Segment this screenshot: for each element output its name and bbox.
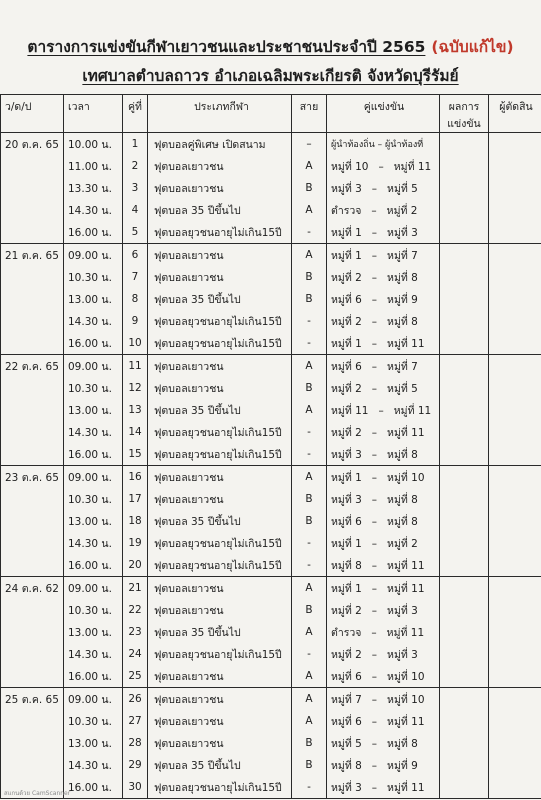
cell-time: 14.30 น. (64, 532, 123, 554)
cell-sport-type: ฟุตบอลเยาวชน (148, 266, 292, 288)
cell-referee (489, 776, 541, 799)
cell-referee (489, 554, 541, 577)
cell-referee (489, 643, 541, 665)
cell-match-no: 5 (123, 221, 148, 244)
cell-group: - (292, 554, 327, 577)
cell-date (1, 199, 64, 221)
cell-result (440, 688, 489, 711)
cell-match-no: 20 (123, 554, 148, 577)
cell-result (440, 621, 489, 643)
table-row (1, 133, 541, 156)
cell-match-no: 8 (123, 288, 148, 310)
subtitle-text: เทศบาลตำบลถาวร อำเภอเฉลิมพระเกียรติ จังหวัดบุรีรัมย์ (82, 67, 459, 85)
cell-match-no: 26 (123, 688, 148, 711)
cell-sport-type: ฟุตบอลเยาวชน (148, 355, 292, 378)
cell-match-no: 9 (123, 310, 148, 332)
cell-group: B (292, 754, 327, 776)
cell-referee (489, 332, 541, 355)
cell-sport-type: ฟุตบอลเยาวชน (148, 377, 292, 399)
cell-group: A (292, 665, 327, 688)
cell-match-no: 15 (123, 443, 148, 466)
table-row (1, 488, 541, 510)
cell-date (1, 754, 64, 776)
cell-result (440, 776, 489, 799)
document-title (0, 34, 541, 59)
table-row (1, 177, 541, 199)
cell-match-no: 23 (123, 621, 148, 643)
cell-group: A (292, 577, 327, 600)
cell-opponents: หมู่ที่ 1 – หมู่ที่ 11 (327, 332, 440, 355)
cell-time: 09.00 น. (64, 688, 123, 711)
cell-result (440, 554, 489, 577)
table-row (1, 443, 541, 466)
cell-result (440, 399, 489, 421)
cell-match-no: 12 (123, 377, 148, 399)
cell-match-no: 11 (123, 355, 148, 378)
cell-time: 13.30 น. (64, 177, 123, 199)
cell-date: 21 ต.ค. 65 (1, 244, 64, 267)
cell-match-no: 27 (123, 710, 148, 732)
cell-date (1, 532, 64, 554)
cell-group: B (292, 599, 327, 621)
col-header-scorer: ผู้ตัดสิน (489, 95, 541, 133)
table-row (1, 244, 541, 267)
cell-sport-type: ฟุตบอลเยาวชน (148, 688, 292, 711)
cell-opponents: หมู่ที่ 8 – หมู่ที่ 11 (327, 554, 440, 577)
cell-date (1, 288, 64, 310)
cell-sport-type: ฟุตบอลยุวชนอายุไม่เกิน15ปี (148, 221, 292, 244)
cell-date: 25 ต.ค. 65 (1, 688, 64, 711)
cell-sport-type: ฟุตบอลคู่พิเศษ เปิดสนาม (148, 133, 292, 156)
cell-match-no: 10 (123, 332, 148, 355)
cell-match-no: 28 (123, 732, 148, 754)
cell-result (440, 332, 489, 355)
cell-match-no: 22 (123, 599, 148, 621)
cell-date (1, 732, 64, 754)
cell-time: 16.00 น. (64, 776, 123, 799)
cell-time: 16.00 น. (64, 443, 123, 466)
cell-group: - (292, 332, 327, 355)
col-header-result-line1: ผลการ (448, 101, 480, 113)
cell-opponents: หมู่ที่ 5 – หมู่ที่ 8 (327, 732, 440, 754)
cell-date (1, 510, 64, 532)
cell-time: 10.30 น. (64, 710, 123, 732)
cell-match-no: 29 (123, 754, 148, 776)
table-row (1, 399, 541, 421)
cell-result (440, 710, 489, 732)
table-row (1, 577, 541, 600)
cell-match-no: 3 (123, 177, 148, 199)
cell-opponents: หมู่ที่ 1 – หมู่ที่ 11 (327, 577, 440, 600)
cell-sport-type: ฟุตบอล 35 ปีขึ้นไป (148, 399, 292, 421)
col-header-result (440, 95, 489, 133)
cell-opponents: หมู่ที่ 1 – หมู่ที่ 7 (327, 244, 440, 267)
cell-time: 14.30 น. (64, 754, 123, 776)
cell-opponents: หมู่ที่ 6 – หมู่ที่ 8 (327, 510, 440, 532)
cell-time: 13.00 น. (64, 621, 123, 643)
cell-date (1, 443, 64, 466)
cell-match-no: 13 (123, 399, 148, 421)
title-edit-note: (ฉบับแก้ไข) (431, 38, 514, 56)
cell-time: 14.30 น. (64, 310, 123, 332)
cell-time: 16.00 น. (64, 665, 123, 688)
cell-result (440, 199, 489, 221)
cell-time: 11.00 น. (64, 155, 123, 177)
cell-opponents: หมู่ที่ 1 – หมู่ที่ 10 (327, 466, 440, 489)
cell-time: 13.00 น. (64, 732, 123, 754)
cell-opponents: หมู่ที่ 6 – หมู่ที่ 10 (327, 665, 440, 688)
cell-referee (489, 288, 541, 310)
cell-group: - (292, 776, 327, 799)
cell-result (440, 288, 489, 310)
table-row (1, 155, 541, 177)
cell-date (1, 332, 64, 355)
cell-opponents: หมู่ที่ 6 – หมู่ที่ 9 (327, 288, 440, 310)
cell-group: A (292, 355, 327, 378)
cell-match-no: 18 (123, 510, 148, 532)
cell-date: 24 ต.ค. 62 (1, 577, 64, 600)
cell-date (1, 488, 64, 510)
col-header-line: สาย (292, 95, 327, 133)
table-row (1, 732, 541, 754)
cell-sport-type: ฟุตบอลเยาวชน (148, 665, 292, 688)
cell-time: 09.00 น. (64, 466, 123, 489)
cell-sport-type: ฟุตบอล 35 ปีขึ้นไป (148, 754, 292, 776)
cell-result (440, 266, 489, 288)
cell-match-no: 14 (123, 421, 148, 443)
cell-sport-type: ฟุตบอลยุวชนอายุไม่เกิน15ปี (148, 421, 292, 443)
cell-group: B (292, 732, 327, 754)
table-row (1, 643, 541, 665)
cell-opponents: หมู่ที่ 2 – หมู่ที่ 8 (327, 310, 440, 332)
table-row (1, 599, 541, 621)
cell-referee (489, 621, 541, 643)
cell-result (440, 244, 489, 267)
cell-match-no: 17 (123, 488, 148, 510)
col-header-type: ประเภทกีฬา (148, 95, 292, 133)
cell-sport-type: ฟุตบอลยุวชนอายุไม่เกิน15ปี (148, 643, 292, 665)
cell-match-no: 16 (123, 466, 148, 489)
cell-sport-type: ฟุตบอล 35 ปีขึ้นไป (148, 510, 292, 532)
cell-sport-type: ฟุตบอลเยาวชน (148, 599, 292, 621)
cell-result (440, 421, 489, 443)
cell-opponents: หมู่ที่ 11 – หมู่ที่ 11 (327, 399, 440, 421)
cell-match-no: 19 (123, 532, 148, 554)
table-row (1, 754, 541, 776)
cell-result (440, 177, 489, 199)
table-row (1, 221, 541, 244)
cell-referee (489, 599, 541, 621)
cell-match-no: 4 (123, 199, 148, 221)
cell-group: - (292, 221, 327, 244)
cell-group: A (292, 244, 327, 267)
table-row (1, 421, 541, 443)
cell-referee (489, 732, 541, 754)
cell-referee (489, 377, 541, 399)
cell-sport-type: ฟุตบอลยุวชนอายุไม่เกิน15ปี (148, 443, 292, 466)
cell-group: A (292, 155, 327, 177)
cell-referee (489, 266, 541, 288)
cell-time: 14.30 น. (64, 421, 123, 443)
cell-time: 10.30 น. (64, 599, 123, 621)
cell-result (440, 443, 489, 466)
col-header-date: ว/ด/ป (1, 95, 64, 133)
cell-result (440, 488, 489, 510)
cell-referee (489, 244, 541, 267)
table-row (1, 310, 541, 332)
table-row (1, 466, 541, 489)
cell-time: 09.00 น. (64, 577, 123, 600)
cell-match-no: 24 (123, 643, 148, 665)
cell-time: 16.00 น. (64, 554, 123, 577)
cell-match-no: 2 (123, 155, 148, 177)
cell-referee (489, 310, 541, 332)
cell-time: 16.00 น. (64, 221, 123, 244)
cell-date (1, 710, 64, 732)
cell-group: A (292, 466, 327, 489)
cell-referee (489, 688, 541, 711)
cell-time: 13.00 น. (64, 288, 123, 310)
cell-sport-type: ฟุตบอลเยาวชน (148, 466, 292, 489)
table-row (1, 266, 541, 288)
col-header-time: เวลา (64, 95, 123, 133)
table-row (1, 355, 541, 378)
cell-result (440, 355, 489, 378)
cell-opponents: หมู่ที่ 1 – หมู่ที่ 2 (327, 532, 440, 554)
cell-date (1, 155, 64, 177)
cell-sport-type: ฟุตบอลยุวชนอายุไม่เกิน15ปี (148, 776, 292, 799)
cell-referee (489, 532, 541, 554)
cell-opponents: หมู่ที่ 3 – หมู่ที่ 8 (327, 488, 440, 510)
table-row (1, 665, 541, 688)
cell-group: A (292, 399, 327, 421)
cell-referee (489, 488, 541, 510)
cell-date (1, 177, 64, 199)
cell-referee (489, 665, 541, 688)
cell-time: 10.30 น. (64, 488, 123, 510)
cell-match-no: 6 (123, 244, 148, 267)
cell-result (440, 510, 489, 532)
cell-group: A (292, 688, 327, 711)
table-row (1, 621, 541, 643)
cell-opponents: หมู่ที่ 10 – หมู่ที่ 11 (327, 155, 440, 177)
cell-group: B (292, 177, 327, 199)
cell-group: B (292, 488, 327, 510)
cell-result (440, 310, 489, 332)
cell-time: 13.00 น. (64, 510, 123, 532)
scanner-watermark: สแกนด้วย CamScanner (4, 790, 71, 797)
cell-opponents: หมู่ที่ 3 – หมู่ที่ 11 (327, 776, 440, 799)
cell-date (1, 221, 64, 244)
cell-referee (489, 221, 541, 244)
cell-opponents: หมู่ที่ 1 – หมู่ที่ 3 (327, 221, 440, 244)
cell-group: B (292, 510, 327, 532)
cell-referee (489, 133, 541, 156)
cell-sport-type: ฟุตบอลยุวชนอายุไม่เกิน15ปี (148, 532, 292, 554)
cell-result (440, 133, 489, 156)
cell-time: 14.30 น. (64, 199, 123, 221)
cell-time: 16.00 น. (64, 332, 123, 355)
cell-opponents: หมู่ที่ 3 – หมู่ที่ 5 (327, 177, 440, 199)
cell-time: 13.00 น. (64, 399, 123, 421)
cell-date (1, 665, 64, 688)
cell-result (440, 599, 489, 621)
cell-result (440, 221, 489, 244)
table-row (1, 710, 541, 732)
cell-result (440, 466, 489, 489)
cell-referee (489, 443, 541, 466)
cell-sport-type: ฟุตบอลเยาวชน (148, 732, 292, 754)
table-row (1, 199, 541, 221)
cell-sport-type: ฟุตบอล 35 ปีขึ้นไป (148, 199, 292, 221)
cell-sport-type: ฟุตบอล 35 ปีขึ้นไป (148, 288, 292, 310)
cell-opponents: หมู่ที่ 2 – หมู่ที่ 5 (327, 377, 440, 399)
cell-sport-type: ฟุตบอลยุวชนอายุไม่เกิน15ปี (148, 332, 292, 355)
cell-result (440, 377, 489, 399)
cell-sport-type: ฟุตบอลเยาวชน (148, 577, 292, 600)
cell-referee (489, 466, 541, 489)
cell-opponents: หมู่ที่ 6 – หมู่ที่ 7 (327, 355, 440, 378)
cell-opponents: หมู่ที่ 2 – หมู่ที่ 3 (327, 643, 440, 665)
cell-match-no: 21 (123, 577, 148, 600)
cell-sport-type: ฟุตบอลเยาวชน (148, 244, 292, 267)
cell-result (440, 532, 489, 554)
table-row (1, 510, 541, 532)
cell-opponents: ตำรวจ – หมู่ที่ 11 (327, 621, 440, 643)
table-row (1, 554, 541, 577)
cell-date (1, 599, 64, 621)
cell-opponents: หมู่ที่ 2 – หมู่ที่ 11 (327, 421, 440, 443)
cell-time: 09.00 น. (64, 355, 123, 378)
cell-date: 22 ต.ค. 65 (1, 355, 64, 378)
cell-result (440, 577, 489, 600)
cell-date: 20 ต.ค. 65 (1, 133, 64, 156)
cell-group: - (292, 310, 327, 332)
cell-referee (489, 754, 541, 776)
cell-sport-type: ฟุตบอล 35 ปีขึ้นไป (148, 621, 292, 643)
cell-referee (489, 355, 541, 378)
schedule-table (0, 94, 541, 799)
table-row (1, 288, 541, 310)
cell-opponents: หมู่ที่ 7 – หมู่ที่ 10 (327, 688, 440, 711)
cell-group: - (292, 532, 327, 554)
cell-group: B (292, 377, 327, 399)
cell-match-no: 30 (123, 776, 148, 799)
cell-opponents: หมู่ที่ 3 – หมู่ที่ 8 (327, 443, 440, 466)
cell-opponents: ผู้นำท้องถิ่น – ผู้นำท้องที่ (327, 133, 440, 156)
cell-referee (489, 510, 541, 532)
cell-sport-type: ฟุตบอลเยาวชน (148, 488, 292, 510)
cell-opponents: หมู่ที่ 6 – หมู่ที่ 11 (327, 710, 440, 732)
cell-date: 23 ต.ค. 65 (1, 466, 64, 489)
cell-group: B (292, 288, 327, 310)
cell-group: B (292, 266, 327, 288)
cell-date (1, 399, 64, 421)
cell-date (1, 621, 64, 643)
cell-sport-type: ฟุตบอลยุวชนอายุไม่เกิน15ปี (148, 554, 292, 577)
cell-time: 10.00 น. (64, 133, 123, 156)
cell-result (440, 732, 489, 754)
cell-sport-type: ฟุตบอลยุวชนอายุไม่เกิน15ปี (148, 310, 292, 332)
cell-referee (489, 199, 541, 221)
schedule-body (1, 133, 541, 799)
cell-result (440, 155, 489, 177)
cell-date (1, 421, 64, 443)
table-row (1, 688, 541, 711)
cell-sport-type: ฟุตบอลเยาวชน (148, 155, 292, 177)
cell-result (440, 643, 489, 665)
cell-referee (489, 577, 541, 600)
cell-opponents: หมู่ที่ 2 – หมู่ที่ 3 (327, 599, 440, 621)
cell-time: 10.30 น. (64, 266, 123, 288)
document-subtitle (0, 63, 541, 88)
cell-sport-type: ฟุตบอลเยาวชน (148, 710, 292, 732)
cell-match-no: 25 (123, 665, 148, 688)
cell-date (1, 554, 64, 577)
cell-referee (489, 155, 541, 177)
cell-group: - (292, 643, 327, 665)
cell-group: - (292, 421, 327, 443)
cell-time: 10.30 น. (64, 377, 123, 399)
cell-opponents: ตำรวจ – หมู่ที่ 2 (327, 199, 440, 221)
cell-result (440, 665, 489, 688)
cell-sport-type: ฟุตบอลเยาวชน (148, 177, 292, 199)
cell-referee (489, 177, 541, 199)
cell-date (1, 643, 64, 665)
cell-opponents: หมู่ที่ 8 – หมู่ที่ 9 (327, 754, 440, 776)
cell-date (1, 310, 64, 332)
cell-group: A (292, 621, 327, 643)
cell-result (440, 754, 489, 776)
cell-group: A (292, 710, 327, 732)
cell-group: – (292, 133, 327, 156)
cell-match-no: 7 (123, 266, 148, 288)
table-row (1, 332, 541, 355)
cell-opponents: หมู่ที่ 2 – หมู่ที่ 8 (327, 266, 440, 288)
col-header-result-line2: แข่งขัน (447, 118, 481, 130)
col-header-match: คู่แข่งขัน (327, 95, 440, 133)
table-row (1, 377, 541, 399)
cell-referee (489, 421, 541, 443)
cell-match-no: 1 (123, 133, 148, 156)
table-row (1, 532, 541, 554)
title-main: ตารางการแข่งขันกีฬาเยาวชนและประชาชนประจำปี 2565 (27, 38, 426, 56)
cell-time: 09.00 น. (64, 244, 123, 267)
cell-date (1, 266, 64, 288)
table-header-row (1, 95, 541, 133)
cell-referee (489, 399, 541, 421)
cell-referee (489, 710, 541, 732)
table-row (1, 776, 541, 799)
cell-group: A (292, 199, 327, 221)
col-header-no: คู่ที่ (123, 95, 148, 133)
cell-group: - (292, 443, 327, 466)
cell-time: 14.30 น. (64, 643, 123, 665)
cell-date (1, 377, 64, 399)
